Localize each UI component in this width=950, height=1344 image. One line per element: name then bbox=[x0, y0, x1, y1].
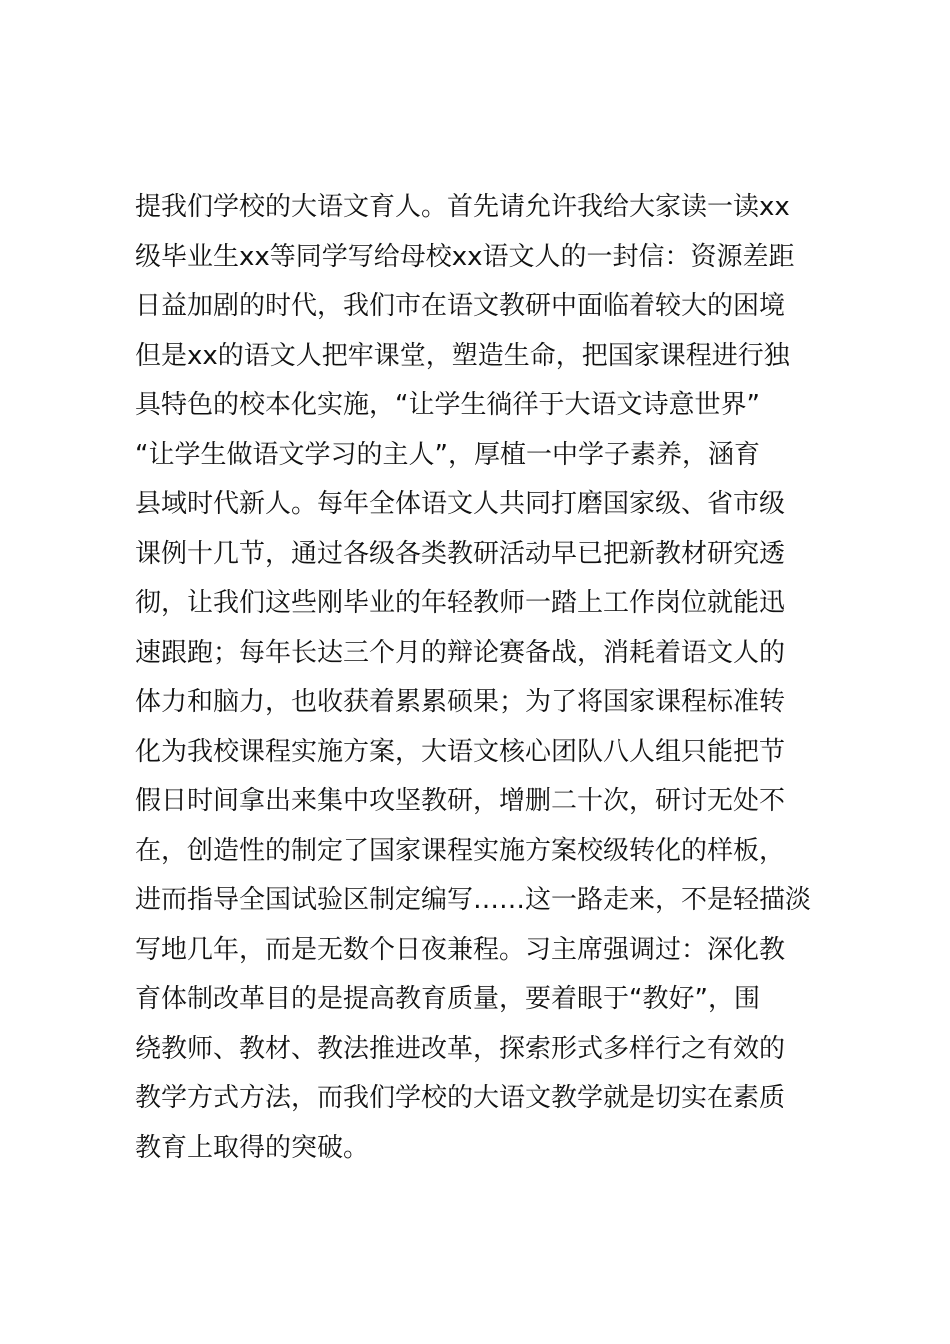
text-line: 教学方式方法，而我们学校的大语文教学就是切实在素质 bbox=[135, 1083, 786, 1113]
text-line: 化为我校课程实施方案，大语文核心团队八人组只能把节 bbox=[135, 736, 786, 767]
text-line: 县域时代新人。每年全体语文人共同打磨国家级、省市级 bbox=[135, 489, 786, 519]
text-line: 课例十几节，通过各级各类教研活动早已把新教材研究透 bbox=[135, 538, 786, 569]
text-line: 速跟跑；每年长达三个月的辩论赛备战，消耗着语文人的 bbox=[135, 637, 786, 668]
text-line: 日益加剧的时代，我们市在语文教研中面临着较大的困境 bbox=[135, 291, 786, 321]
text-line: 体力和脑力，也收获着累累硕果；为了将国家课程标准转 bbox=[135, 687, 786, 717]
body-paragraph bbox=[135, 183, 855, 1173]
text-line: 绕教师、教材、教法推进改革，探索形式多样行之有效的 bbox=[135, 1033, 786, 1064]
text-line: 提我们学校的大语文育人。首先请允许我给大家读一读xx bbox=[135, 192, 790, 222]
text-line: 在，创造性的制定了国家课程实施方案校级转化的样板， bbox=[135, 835, 786, 866]
text-line: 具特色的校本化实施，“让学生徜徉于大语文诗意世界” bbox=[135, 390, 760, 420]
text-line: “让学生做语文学习的主人”，厚植一中学子素养，涵育 bbox=[135, 439, 760, 470]
text-line: 彻，让我们这些刚毕业的年轻教师一踏上工作岗位就能迅 bbox=[135, 588, 786, 618]
text-line: 假日时间拿出来集中攻坚教研，增删二十次，研讨无处不 bbox=[135, 786, 786, 816]
text-line: 育体制改革目的是提高教育质量，要着眼于“教好”，围 bbox=[135, 984, 760, 1014]
text-line: 级毕业生xx等同学写给母校xx语文人的一封信：资源差距 bbox=[135, 241, 795, 272]
text-line: 写地几年，而是无数个日夜兼程。习主席强调过：深化教 bbox=[135, 934, 786, 965]
text-line: 教育上取得的突破。 bbox=[135, 1132, 370, 1163]
text-line: 但是xx的语文人把牢课堂，塑造生命，把国家课程进行独 bbox=[135, 340, 790, 371]
text-line: 进而指导全国试验区制定编写……这一路走来，不是轻描淡 bbox=[135, 885, 812, 915]
